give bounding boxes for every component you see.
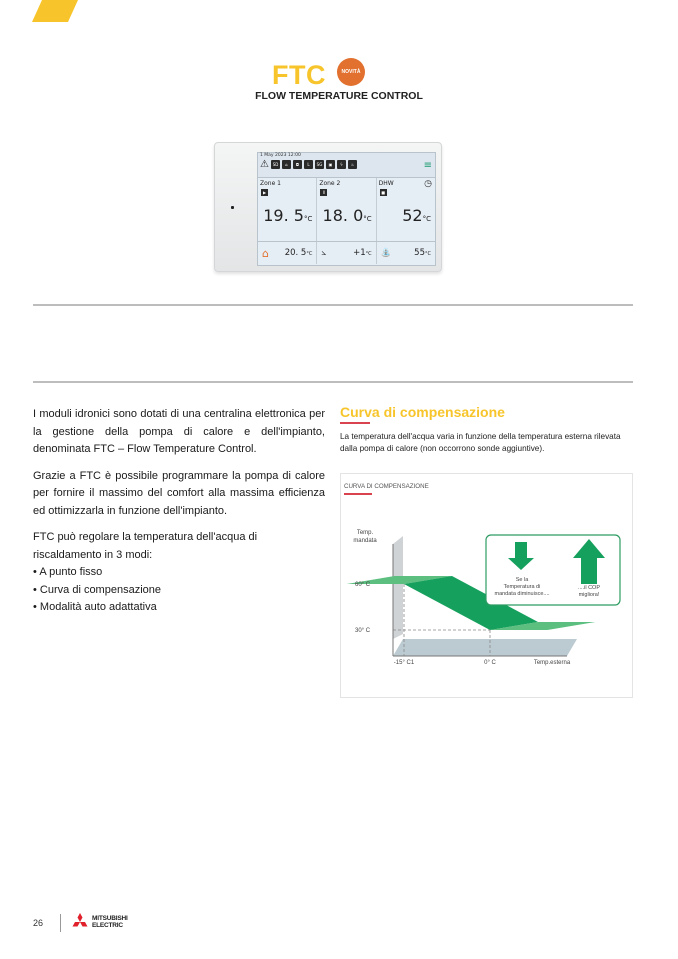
brand-line1: MITSUBISHI bbox=[92, 915, 128, 922]
play-icon: ▶ bbox=[262, 190, 267, 195]
zones-row bbox=[258, 178, 435, 242]
clock-icon[interactable]: ◷ bbox=[424, 179, 432, 189]
menu-icon[interactable]: ≡ bbox=[423, 160, 432, 171]
l-icon: L bbox=[304, 160, 313, 169]
warning-icon: ⚠ bbox=[260, 159, 269, 170]
bolt-icon: ϟ bbox=[337, 160, 346, 169]
screen-datetime: 1 May 2023 12:00 bbox=[260, 153, 301, 158]
pause-icon: Ⅱ bbox=[320, 189, 327, 196]
annotation-line: Se la bbox=[515, 577, 529, 583]
list-item: • Modalità auto adattativa bbox=[33, 599, 325, 617]
zone-temp-value: 18. 0 bbox=[322, 206, 364, 225]
heading-underline bbox=[340, 422, 370, 424]
annotation-right-text bbox=[578, 585, 600, 598]
section-heading: Curva di compensazione bbox=[340, 404, 505, 420]
page-subtitle: FLOW TEMPERATURE CONTROL bbox=[255, 90, 423, 102]
chart-title: CURVA DI COMPENSAZIONE bbox=[344, 483, 429, 490]
zone-temp-value: 19. 5 bbox=[263, 206, 304, 225]
zone-label: Zone 1 bbox=[260, 180, 281, 187]
modes-list bbox=[33, 564, 325, 617]
dhw-temp-cell bbox=[377, 242, 435, 264]
status-icons bbox=[260, 160, 357, 169]
annotation-line: migliora! bbox=[578, 592, 600, 598]
curve-offset-value: +1 bbox=[353, 248, 366, 258]
intro-text bbox=[33, 406, 325, 617]
x-axis-label: Temp.esterna bbox=[533, 660, 571, 666]
brand-name bbox=[92, 916, 128, 929]
annotation-line: mandata diminuisce.... bbox=[494, 591, 550, 597]
curve-icon: ⦣ bbox=[321, 248, 327, 258]
x-tick-minus15: -15° C1 bbox=[393, 660, 415, 666]
list-item: • A punto fisso bbox=[33, 564, 325, 582]
page-number: 26 bbox=[33, 918, 44, 928]
zone-temp-value: 52 bbox=[402, 206, 423, 225]
temp-unit: °C bbox=[424, 251, 431, 257]
stop-icon: ■ bbox=[381, 190, 386, 195]
screen-status-bar bbox=[258, 153, 435, 178]
footer-separator bbox=[60, 914, 61, 932]
new-badge: NOVITÀ bbox=[337, 58, 365, 86]
y-axis-label-line1: Temp. bbox=[356, 530, 374, 536]
compensation-chart bbox=[340, 473, 633, 698]
zone-dhw[interactable] bbox=[377, 178, 435, 241]
x-axis-floor bbox=[393, 639, 577, 656]
room-temp-value: 20. 5 bbox=[284, 248, 307, 258]
annotation-line: ....il COP bbox=[577, 585, 601, 591]
room-temp bbox=[285, 248, 313, 258]
camera-icon: ◘ bbox=[293, 160, 302, 169]
room-temp-cell bbox=[258, 242, 317, 264]
corner-accent-shape bbox=[30, 0, 78, 22]
list-item: • Curva di compensazione bbox=[33, 582, 325, 600]
x-tick-0: 0° C bbox=[484, 660, 496, 666]
dhw-temp bbox=[414, 248, 431, 258]
panel-icon: ▣ bbox=[326, 160, 335, 169]
zone-temp bbox=[263, 206, 312, 225]
temp-unit: °C bbox=[363, 215, 372, 223]
zone-temp bbox=[402, 206, 431, 225]
divider-bottom bbox=[33, 381, 633, 383]
annotation-line: Temperatura di bbox=[503, 584, 541, 590]
paragraph: I moduli idronici sono dotati di una centralina elettronica per la gestione della pompa di calore e dell'impianto, denominata FTC – Flow Temperature Control. bbox=[33, 408, 325, 455]
divider-top bbox=[33, 304, 633, 306]
paragraph: Grazie a FTC è possibile programmare la pompa di calore per fornire il massimo del comfort alla massima efficienza ed ottimizzarla in funzione dell'impianto. bbox=[33, 469, 325, 517]
temp-unit: °C bbox=[365, 251, 372, 257]
chart-canvas bbox=[341, 474, 632, 697]
tap-icon: ⛲ bbox=[380, 248, 392, 258]
device-led bbox=[231, 206, 234, 209]
flame-icon: ♨ bbox=[348, 160, 357, 169]
paragraph: FTC può regolare la temperatura dell'acqua di riscaldamento in 3 modi: bbox=[33, 531, 258, 561]
y-axis-label-line2: mandata bbox=[353, 538, 377, 544]
curve-offset bbox=[353, 248, 372, 258]
y-tick-30: 30° C bbox=[355, 628, 371, 634]
temp-unit: °C bbox=[303, 215, 313, 223]
brand-line2: ELECTRIC bbox=[92, 921, 123, 929]
sd-icon: SD bbox=[272, 162, 279, 167]
controller-device bbox=[214, 142, 442, 272]
curve-offset-cell bbox=[317, 242, 376, 264]
y-tick-60: 60° C bbox=[355, 582, 371, 588]
sg-icon: SG bbox=[316, 162, 323, 167]
section-text: La temperatura dell'acqua varia in funzione della temperatura esterna rilevata dalla pompa di calore (non occorrono sonde aggiuntive). bbox=[340, 432, 621, 453]
house-icon: ⌂ bbox=[282, 160, 291, 169]
zone-label: Zone 2 bbox=[319, 180, 341, 187]
mitsubishi-logo-icon bbox=[70, 913, 90, 931]
temp-unit: °C bbox=[422, 215, 431, 223]
page-title: FTC bbox=[272, 60, 326, 90]
dhw-temp-value: 55 bbox=[414, 248, 425, 258]
screen-bottom-row bbox=[258, 242, 435, 264]
controller-screen bbox=[257, 152, 436, 266]
y-axis-wall bbox=[393, 536, 403, 639]
zone-temp bbox=[323, 206, 372, 225]
house-thermometer-icon: ⌂ bbox=[262, 246, 269, 260]
zone-label: DHW bbox=[378, 180, 394, 187]
zone-1[interactable] bbox=[258, 178, 317, 241]
zone-2[interactable] bbox=[317, 178, 376, 241]
temp-unit: °C bbox=[306, 251, 313, 257]
